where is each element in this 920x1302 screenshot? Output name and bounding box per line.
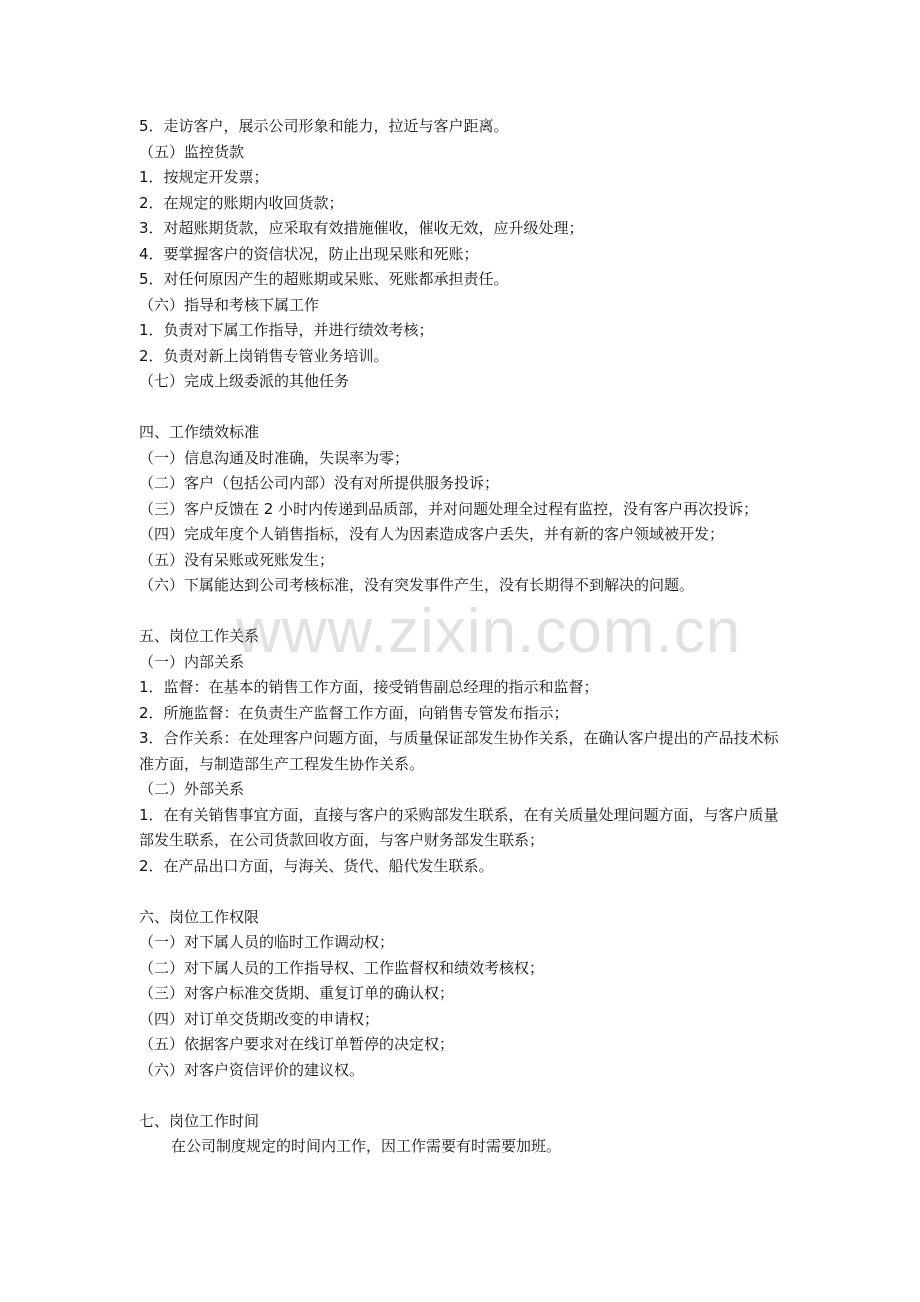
list-item: （六）对客户资信评价的建议权。: [139, 1060, 365, 1079]
document-body: [139, 114, 789, 1160]
section-heading: 七、岗位工作时间: [139, 1111, 260, 1130]
list-item: 5．对任何原因产生的超账期或呆账、死账都承担责任。: [139, 270, 509, 288]
blank-line: [139, 1083, 789, 1109]
section-subheading: （七）完成上级委派的其他任务: [139, 372, 350, 390]
list-item: 3．对超账期货款，应采取有效措施催收，催收无效，应升级处理；: [139, 219, 584, 237]
list-item: （五）没有呆账或死账发生；: [139, 550, 335, 569]
section-subheading: （五）监控货款: [139, 142, 245, 161]
list-item: （四）完成年度个人销售指标，没有人为因素造成客户丢失，并有新的客户领域被开发；: [139, 525, 725, 543]
watermark: www.zixin.com.cn: [236, 597, 742, 666]
blank-line: [139, 395, 789, 421]
blank-line: [139, 599, 789, 625]
paragraph: 在公司制度规定的时间内工作，因工作需要有时需要加班。: [171, 1137, 562, 1155]
section-heading: 五、岗位工作关系: [139, 627, 260, 645]
blank-line: [139, 879, 789, 905]
list-item: （一）信息沟通及时准确，失误率为零；: [139, 448, 410, 467]
list-item: 1．按规定开发票；: [139, 168, 269, 186]
list-item: 2．所施监督：在负责生产监督工作方面，向销售专管发布指示；: [139, 703, 569, 722]
list-item: （三）对客户标准交货期、重复订单的确认权；: [139, 984, 455, 1002]
list-item: 4．要掌握客户的资信状况，防止出现呆账和死账；: [139, 244, 479, 263]
list-item: 1．在有关销售事宜方面，直接与客户的采购部发生联系，在有关质量处理问题方面，与客户质量部发生联系，在公司货款回收方面，与客户财务部发生联系；: [139, 805, 779, 849]
list-item: （一）对下属人员的临时工作调动权；: [139, 933, 395, 951]
section-subheading: （六）指导和考核下属工作: [139, 295, 320, 314]
list-item: 3．合作关系：在处理客户问题方面，与质量保证部发生协作关系，在确认客户提出的产品技术标准方面，与制造部生产工程发生协作关系。: [139, 729, 779, 773]
section-subheading: （二）外部关系: [139, 780, 245, 798]
list-item: 2．在规定的账期内收回货款；: [139, 193, 344, 212]
list-item: （五）依据客户要求对在线订单暂停的决定权；: [139, 1035, 455, 1053]
list-item: 2．在产品出口方面，与海关、货代、船代发生联系。: [139, 856, 494, 875]
list-item: （六）下属能达到公司考核标准，没有突发事件产生，没有长期得不到解决的问题。: [139, 576, 695, 594]
list-item: 1．负责对下属工作指导，并进行绩效考核；: [139, 321, 434, 339]
list-item: （二）对下属人员的工作指导权、工作监督权和绩效考核权；: [139, 958, 545, 977]
list-item: （三）客户反馈在 2 小时内传递到品质部，并对问题处理全过程有监控，没有客户再次投诉；: [139, 499, 759, 518]
section-heading: 四、工作绩效标准: [139, 423, 260, 441]
list-item: 1．监督：在基本的销售工作方面，接受销售副总经理的指示和监督；: [139, 678, 599, 696]
section-subheading: （一）内部关系: [139, 652, 245, 671]
section-heading: 六、岗位工作权限: [139, 907, 260, 926]
list-item: 2．负责对新上岗销售专管业务培训。: [139, 346, 389, 365]
list-item: 5．走访客户，展示公司形象和能力，拉近与客户距离。: [139, 117, 509, 135]
list-item: （四）对订单交货期改变的申请权；: [139, 1009, 380, 1028]
list-item: （二）客户（包括公司内部）没有对所提供服务投诉；: [139, 474, 500, 492]
